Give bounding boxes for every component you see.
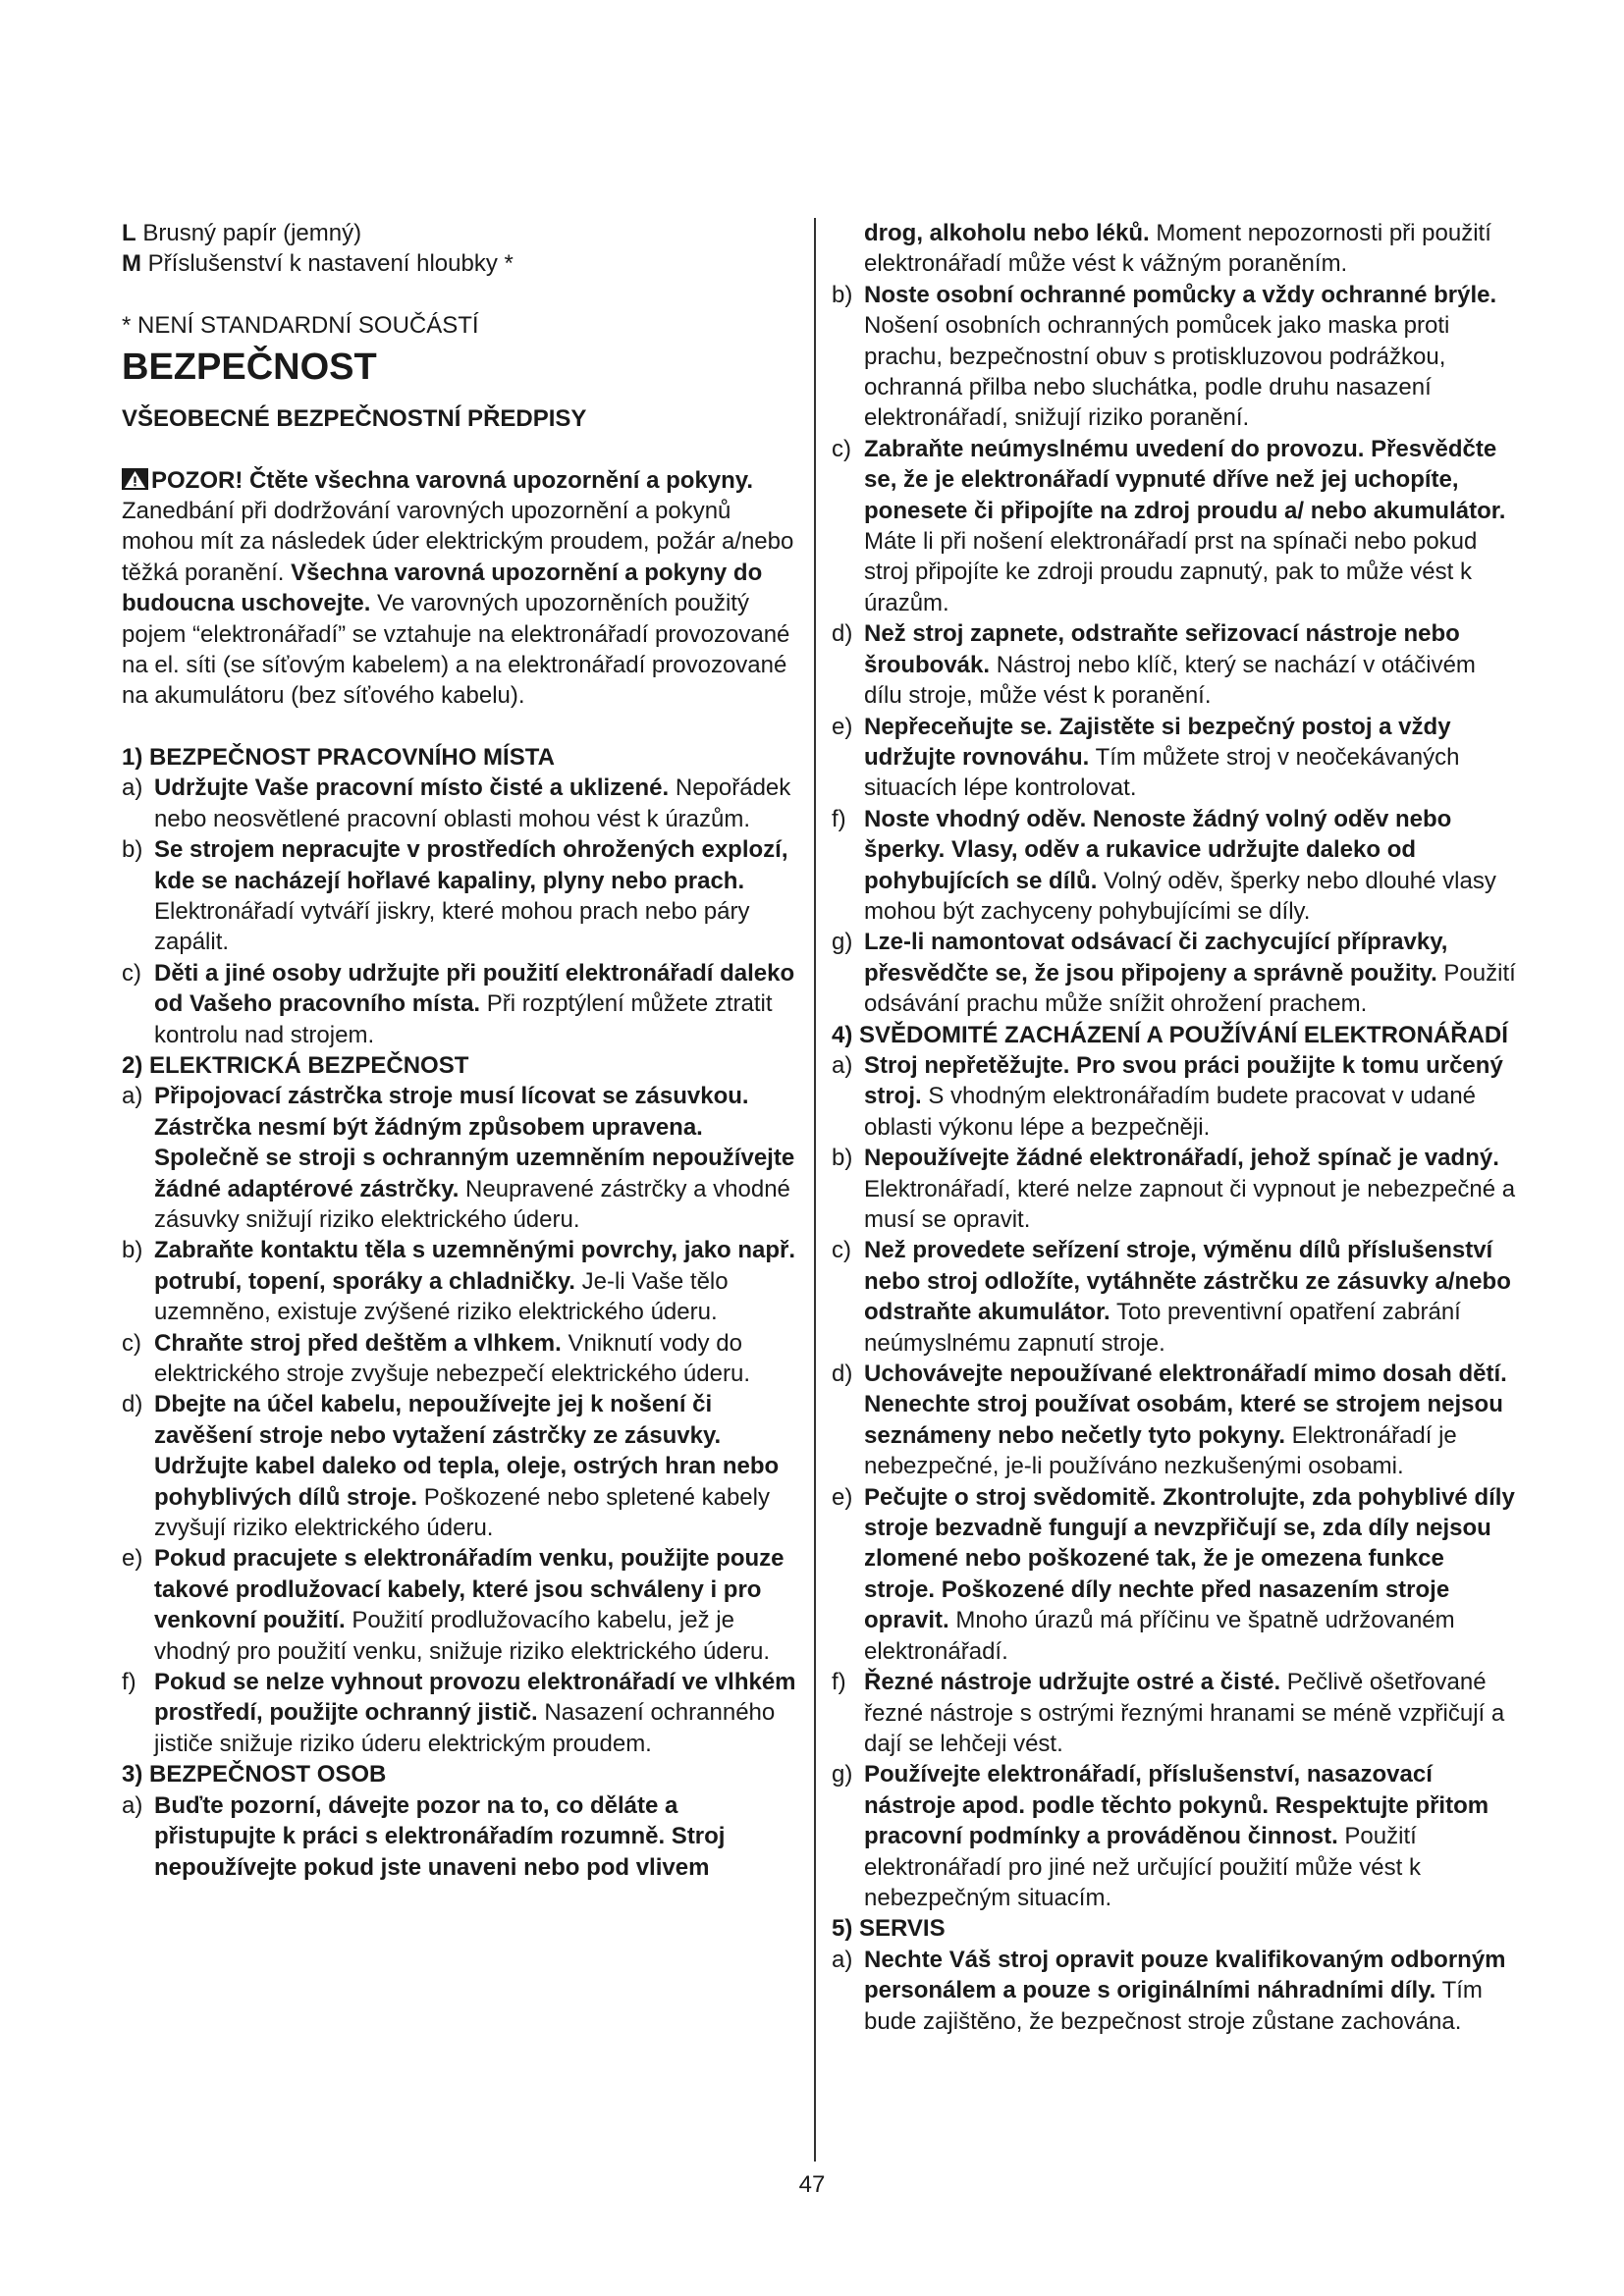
list-item: e) Pokud pracujete s elektronářadím venku, použijte pouze takové prodlužovací kabely, které jsou schváleny i pro venkovní použití. Použití prodlužovacího kabelu, jež je vhodný pro použití venku, snižuje riziko elektrického úderu.: [122, 1545, 785, 1665]
section-heading-electrical: 2) ELEKTRICKÁ BEZPEČNOST: [122, 1051, 469, 1079]
list-item: b) Se strojem nepracujte v prostředích ohrožených explozí, kde se nacházejí hořlavé kapaliny, plyny nebo prach. Elektronářadí vytváří jiskry, které mohou prach nebo páry zapálit.: [122, 836, 788, 956]
list-item: e) Pečujte o stroj svědomitě. Zkontrolujte, zda pohyblivé díly stroje bezvadně fungují a nevzpřičují se, zda díly nejsou zlomené nebo poškozené tak, že je omezena funkce stroje. Poškozené díly nechte před nasazením stroje opravit. Mnoho úrazů má příčinu ve špatně udržovaném elektronářadí.: [832, 1483, 1515, 1665]
page-number: 47: [798, 2171, 826, 2198]
section-heading-work-area: 1) BEZPEČNOST PRACOVNÍHO MÍSTA: [122, 743, 555, 771]
list-item: d) Dbejte na účel kabelu, nepoužívejte jej k nošení či zavěšení stroje nebo vytažení zástrčky ze zásuvky. Udržujte kabel daleko od tepla, oleje, ostrých hran nebo pohyblivých dílů stroje. Poškozené nebo spletené kabely zvyšují riziko elektrického úderu.: [122, 1391, 780, 1542]
list-item: c) Chraňte stroj před deštěm a vlhkem. Vniknutí vody do elektrického stroje zvyšuje nebezpečí elektrického úderu.: [122, 1329, 750, 1387]
list-item: f) Řezné nástroje udržujte ostré a čisté. Pečlivě ošetřované řezné nástroje s ostrými řeznými hranami se méně vzpřičují a dají se lehčeji vést.: [832, 1669, 1505, 1757]
section-heading-personal: 3) BEZPEČNOST OSOB: [122, 1761, 387, 1789]
list-item: g) Lze-li namontovat odsávací či zachycující přípravky, přesvědčte se, že jsou připojeny a správně použity. Použití odsávání prachu může snížit ohrožení prachem.: [832, 929, 1516, 1018]
list-item: d) Než stroj zapnete, odstraňte seřizovací nástroje nebo šroubovák. Nástroj nebo klíč, který se nachází v otáčivém dílu stroje, může vést k poranění.: [832, 620, 1476, 710]
list-item: a) Stroj nepřetěžujte. Pro svou práci použijte k tomu určený stroj. S vhodným elektronářadím budete pracovat v udané oblasti výkonu lépe a bezpečněji.: [832, 1051, 1503, 1141]
list-item: a) Udržujte Vaše pracovní místo čisté a uklizené. Nepořádek nebo neosvětlené pracovní oblasti mohou vést k úrazům.: [122, 774, 791, 832]
list-item: b) Noste osobní ochranné pomůcky a vždy ochranné brýle. Nošení osobních ochranných pomůcek jako maska proti prachu, bezpečnostní obuv s protiskluzovou podrážkou, ochranná přilba nebo sluchátka, podle druhu nasazení elektronářadí, snižují riziko poranění.: [832, 281, 1497, 432]
list-item: b) Nepoužívejte žádné elektronářadí, jehož spínač je vadný. Elektronářadí, které nelze zapnout či vypnout je nebezpečné a musí se opravit.: [832, 1145, 1516, 1233]
list-item: f) Pokud se nelze vyhnout provozu elektronářadí ve vlhkém prostředí, použijte ochranný jistič. Nasazení ochranného jističe snižuje riziko úderu elektrickým proudem.: [122, 1669, 796, 1757]
left-column: [122, 218, 799, 1883]
list-item: a) Buďte pozorní, dávejte pozor na to, co děláte a přistupujte k práci s elektronářadím rozumně. Stroj nepoužívejte pokud jste unaveni nebo pod vlivem: [122, 1791, 726, 1881]
list-item-continued: drog, alkoholu nebo léků. Moment nepozornosti při použití elektronářadí může vést k vážným poraněním.: [864, 220, 1491, 278]
list-item: d) Uchovávejte nepoužívané elektronářadí mimo dosah dětí. Nenechte stroj používat osobám, které se strojem nejsou seznámeny nebo nečetly tyto pokyny. Elektronářadí je nebezpečné, je-li používáno nezkušenými osobami.: [832, 1361, 1507, 1480]
part-item-m: M Příslušenství k nastavení hloubky *: [122, 250, 514, 278]
list-item: b) Zabraňte kontaktu těla s uzemněnými povrchy, jako např. potrubí, topení, sporáky a chladničky. Je-li Vaše tělo uzemněno, existuje zvýšené riziko elektrického úderu.: [122, 1237, 796, 1326]
list-item: a) Připojovací zástrčka stroje musí lícovat se zásuvkou. Zástrčka nesmí být žádným způsobem upravena. Společně se stroji s ochranným uzemněním nepoužívejte žádné adaptérové zástrčky. Neupravené zástrčky a vhodné zásuvky snižují riziko elektrického úderu.: [122, 1083, 795, 1233]
optional-note: * NENÍ STANDARDNÍ SOUČÁSTÍ: [122, 311, 479, 339]
section-heading-tool-use: 4) SVĚDOMITÉ ZACHÁZENÍ A POUŽÍVÁNÍ ELEKTRONÁŘADÍ: [832, 1021, 1508, 1048]
section-heading-service: 5) SERVIS: [832, 1915, 946, 1943]
general-warning: POZOR! Čtěte všechna varovná upozornění a pokyny. Zanedbání při dodržování varovných upozornění a pokynů mohou mít za následek úder elektrickým proudem, požár a/nebo těžká poranění. Všechna varovná upozornění a pokyny do budoucna uschovejte. Ve varovných upozorněních použitý pojem “elektronářadí” se vztahuje na elektronářadí provozované na el. síti (se síťovým kabelem) a na elektronářadí provozované na akumulátoru (bez síťového kabelu).: [122, 466, 794, 710]
column-divider: [814, 218, 816, 2162]
list-item: c) Děti a jiné osoby udržujte při použití elektronářadí daleko od Vašeho pracovního místa. Při rozptýlení můžete ztratit kontrolu nad strojem.: [122, 959, 795, 1048]
list-item: a) Nechte Váš stroj opravit pouze kvalifikovaným odborným personálem a pouze s originálními náhradními díly. Tím bude zajištěno, že bezpečnost stroje zůstane zachována.: [832, 1946, 1506, 2035]
page-title: BEZPEČNOST: [122, 347, 377, 389]
list-item: c) Zabraňte neúmyslnému uvedení do provozu. Přesvědčte se, že je elektronářadí vypnuté dříve než jej uchopíte, ponesete či připojíte na zdroj proudu a/ nebo akumulátor. Máte li při nošení elektronářadí prst na spínači nebo pokud stroj připojíte ke zdroji proudu zapnutý, pak to může vést k úrazům.: [832, 435, 1506, 616]
warning-triangle-icon: [122, 468, 148, 490]
section-subtitle: VŠEOBECNÉ BEZPEČNOSTNÍ PŘEDPISY: [122, 405, 587, 433]
right-column: [832, 218, 1516, 2037]
part-item-l: L Brusný papír (jemný): [122, 220, 362, 246]
list-item: c) Než provedete seřízení stroje, výměnu dílů příslušenství nebo stroj odložíte, vytáhněte zástrčku ze zásuvky a/nebo odstraňte akumulátor. Toto preventivní opatření zabrání neúmyslnému zapnutí stroje.: [832, 1237, 1511, 1357]
list-item: e) Nepřeceňujte se. Zajistěte si bezpečný postoj a vždy udržujte rovnováhu. Tím můžete stroj v neočekávaných situacích lépe kontrolovat.: [832, 713, 1460, 802]
list-item: g) Používejte elektronářadí, příslušenství, nasazovací nástroje apod. podle těchto pokynů. Respektujte přitom pracovní podmínky a prováděnou činnost. Použití elektronářadí pro jiné než určující použití může vést k nebezpečným situacím.: [832, 1761, 1489, 1911]
list-item: f) Noste vhodný oděv. Nenoste žádný volný oděv nebo šperky. Vlasy, oděv a rukavice udržujte daleko od pohybujících se dílů. Volný oděv, šperky nebo dlouhé vlasy mohou být zachyceny pohybujícími se díly.: [832, 805, 1496, 925]
